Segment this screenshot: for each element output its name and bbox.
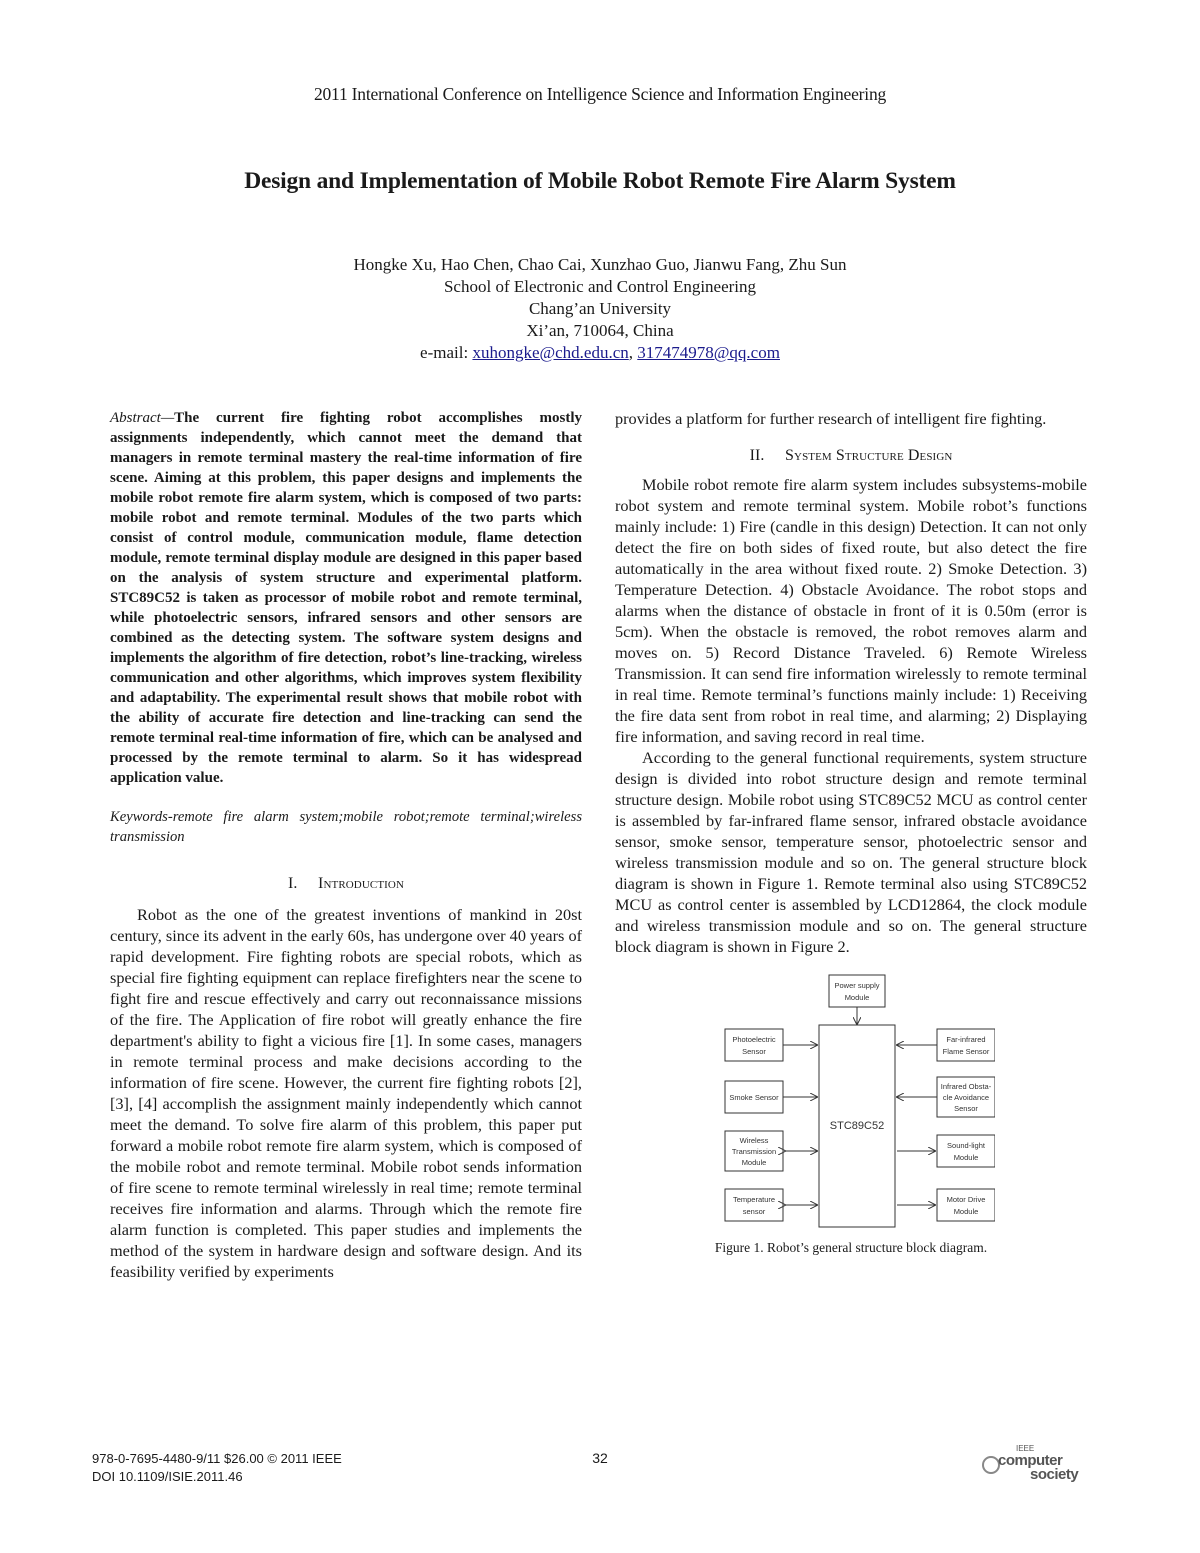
affiliation-line-1: School of Electronic and Control Engineering bbox=[443, 277, 757, 296]
section-number: I. bbox=[288, 875, 298, 892]
wireless-label-3: Module bbox=[741, 1158, 767, 1167]
flame-sensor-label-2: Flame Sensor bbox=[942, 1047, 990, 1056]
structure-paragraph-1: Mobile robot remote fire alarm system includes subsystems-mobile robot system and remote terminal system. Mobile robot’s functions mainly include: 1) Fire (candle in this design) Detection. It can not only detect the fire on both sides of fixed route, but also detect the fire automatically in the area without fixed route. 2) Smoke Detection. 3) Temperature Detection. 4) Obstacle Avoidance. The robot stops and alarms when the distance of obstacle in front of it is 0.50m (error is 5cm). When the obstacle is removed, the robot removes alarm and moves on. 5) Record Distance Traveled. 6) Remote Wireless Transmission. It can send fire information wirelessly to remote terminal in real time. Remote terminal’s functions mainly include: 1) Receiving the fire data sent from robot in real time, and alarming; 2) Displaying fire information, and saving record in real time. bbox=[615, 475, 1087, 746]
doi-line: DOI 10.1109/ISIE.2011.46 bbox=[92, 1469, 243, 1484]
paper-title: Design and Implementation of Mobile Robot Remote Fire Alarm System bbox=[244, 168, 956, 194]
introduction-paragraph: Robot as the one of the greatest inventions of mankind in 20st century, since its advent in the early 60s, has undergone over 40 years of rapid development. Fire fighting robots are special robots, which as special fire fighting equipment can replace firefighters near the scene to fight fire and rescue effectively and carry out reconnaissance missions of the fire. The Application of fire robot will greatly enhance the fire department's ability to fight a vicious fire [1]. In some cases, managers in remote terminal process and make decisions according to the information of fire scene. However, the current fire fighting robots [2], [3], [4] accomplish the assignment mainly independently which cannot meet the demand. To solve fire alarm of this problem, this paper put forward a mobile robot remote fire alarm system, which is composed of the mobile robot and remote terminal. Mobile robot sends information of fire scene to remote terminal wirelessly in real time; remote terminal receives fire information and alarms. Through which the remote fire alarm function is completed. This paper studies and implements the method of the system in hardware design and software design. And its feasibility verified by experiments bbox=[110, 905, 583, 1281]
sound-light-label-2: Module bbox=[953, 1153, 979, 1162]
left-column bbox=[110, 408, 582, 1282]
page-number: 32 bbox=[592, 1450, 608, 1466]
abstract-text: The current fire fighting robot accomplishes mostly assignments independently, which cannot meet the demand that managers in remote terminal mastery the real-time information of fire scene. Aiming at this problem, this paper designs and implements the mobile robot remote fire alarm system, which is composed of two parts: mobile robot and remote terminal. Modules of the two parts which consist of control module, communication module, flame detection module, remote terminal display module are designed in this paper based on the analysis of system structure and experimental platform. STC89C52 is taken as processor of mobile robot and remote terminal, while photoelectric sensors, infrared sensors and other sensors are combined as the detecting system. The software system designs and implements the algorithm of fire detection, robot’s line-tracking, wireless communication and other algorithms, which improves system flexibility and adaptability. The experimental result shows that mobile robot with the ability of accurate fire detection and line-tracking can send the remote terminal real-time information of fire, which can be analysed and processed by the remote terminal to alarm. So it has widespread application value. bbox=[110, 410, 582, 786]
power-supply-label-1: Power supply bbox=[834, 981, 880, 990]
email-separator: , bbox=[628, 343, 638, 362]
author-block bbox=[0, 254, 1200, 364]
continuation-paragraph: provides a platform for further research of intelligent fire fighting. bbox=[615, 409, 1047, 428]
motor-drive-label-1: Motor Drive bbox=[946, 1195, 986, 1204]
section-title: Introduction bbox=[318, 875, 404, 892]
author-names: Hongke Xu, Hao Chen, Chao Cai, Xunzhao Guo, Jianwu Fang, Zhu Sun bbox=[353, 255, 847, 274]
keywords: Keywords-remote fire alarm system;mobile robot;remote terminal;wireless transmission bbox=[110, 809, 582, 845]
photoelectric-sensor-block bbox=[725, 1029, 783, 1061]
figure-1-caption: Figure 1. Robot’s general structure block diagram. bbox=[714, 1240, 988, 1255]
conference-header: 2011 International Conference on Intelligence Science and Information Engineering bbox=[313, 84, 887, 104]
affiliation-line-3: Xi’an, 710064, China bbox=[526, 321, 674, 340]
structure-paragraph-2: According to the general functional requirements, system structure design is divided into robot structure design and remote terminal structure design. Mobile robot using STC89C52 MCU as control center is assembled by far-infrared flame sensor, infrared obstacle avoidance sensor, smoke sensor, temperature sensor, photoelectric sensor and wireless transmission module and so on. The general structure block diagram is shown in Figure 1. Remote terminal also using STC89C52 MCU as control center is assembled by LCD12864, the clock module and wireless transmission module and so on. The general structure block diagram is shown in Figure 2. bbox=[615, 748, 1087, 956]
right-column bbox=[615, 408, 1087, 1258]
figure-1 bbox=[615, 971, 1087, 1233]
sound-light-block bbox=[937, 1135, 995, 1167]
temperature-label-2: sensor bbox=[742, 1207, 766, 1216]
section-title: System Structure Design bbox=[785, 447, 953, 464]
photoelectric-label-1: Photoelectric bbox=[732, 1035, 776, 1044]
isbn-line: 978-0-7695-4480-9/11 $26.00 © 2011 IEEE bbox=[92, 1451, 342, 1466]
flame-sensor-block bbox=[937, 1029, 995, 1061]
photoelectric-label-2: Sensor bbox=[742, 1047, 766, 1056]
power-supply-label-2: Module bbox=[844, 993, 870, 1002]
obstacle-label-1: Infrared Obsta- bbox=[940, 1082, 992, 1091]
power-supply-block bbox=[829, 975, 885, 1007]
temperature-label-1: Temperature bbox=[732, 1195, 776, 1204]
section-heading-structure bbox=[615, 445, 1087, 466]
smoke-sensor-label: Smoke Sensor bbox=[729, 1093, 779, 1102]
abstract bbox=[110, 408, 582, 788]
block-diagram bbox=[705, 971, 995, 1233]
email-line bbox=[0, 342, 1200, 364]
email-link-2[interactable]: 317474978@qq.com bbox=[637, 343, 780, 362]
obstacle-label-3: Sensor bbox=[954, 1104, 978, 1113]
logo-text-line-1: computer bbox=[998, 1452, 1063, 1469]
computer-society-logo bbox=[978, 1444, 1088, 1484]
motor-drive-block bbox=[937, 1189, 995, 1221]
sound-light-label-1: Sound-light bbox=[947, 1141, 985, 1150]
mcu-label: STC89C52 bbox=[829, 1120, 885, 1132]
motor-drive-label-2: Module bbox=[953, 1207, 979, 1216]
email-link-1[interactable]: xuhongke@chd.edu.cn bbox=[472, 343, 629, 362]
obstacle-label-2: cle Avoidance bbox=[942, 1093, 990, 1102]
email-label: e-mail: bbox=[420, 343, 473, 362]
section-number: II. bbox=[749, 447, 765, 464]
affiliation-line-2: Chang’an University bbox=[528, 299, 672, 318]
temperature-sensor-block bbox=[725, 1189, 783, 1221]
wireless-label-1: Wireless bbox=[739, 1136, 769, 1145]
section-heading-introduction bbox=[110, 873, 582, 894]
flame-sensor-label-1: Far-infrared bbox=[946, 1035, 986, 1044]
logo-ieee-text: IEEE bbox=[1016, 1444, 1035, 1453]
wireless-label-2: Transmission bbox=[731, 1147, 777, 1156]
abstract-label: Abstract— bbox=[110, 410, 175, 426]
logo-text-line-2: society bbox=[1030, 1466, 1079, 1483]
